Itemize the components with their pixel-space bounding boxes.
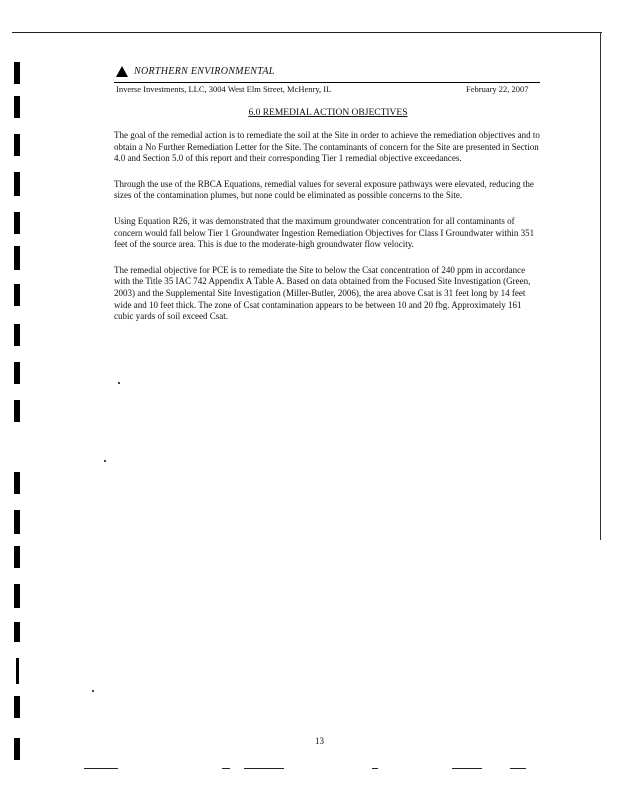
footer-mark: [510, 768, 526, 769]
binder-hole: [14, 172, 20, 196]
section-title: 6.0 REMEDIAL ACTION OBJECTIVES: [248, 108, 408, 118]
binder-hole: [14, 738, 20, 760]
footer-mark: [244, 768, 284, 769]
footer-mark: [372, 768, 378, 769]
binder-hole: [14, 400, 20, 422]
binder-hole-marks: [14, 56, 24, 776]
body-text: [114, 130, 542, 337]
binder-hole: [14, 696, 20, 718]
header-date: February 22, 2007: [466, 84, 529, 94]
page-edge-right: [600, 32, 601, 540]
company-logo: [116, 66, 275, 77]
triangle-icon: [116, 66, 128, 77]
binder-hole: [14, 324, 20, 346]
paragraph-equation-r26: Using Equation R26, it was demonstrated that the maximum groundwater concentration for all contaminants of concern would fall below Tier 1 Groundwater Ingestion Remediation Objectives for Class I Groundwater within 351 feet of the source area. This is due to the moderate-high groundwater flow velocity.: [114, 215, 535, 250]
footer-mark: [222, 768, 230, 769]
binder-hole: [14, 472, 20, 494]
binder-hole: [14, 510, 20, 534]
footer-mark: [84, 768, 118, 769]
binder-hole: [14, 62, 20, 84]
binder-hole: [14, 546, 20, 568]
scan-speck: [104, 460, 106, 462]
binder-hole: [14, 584, 20, 608]
paragraph-pce-objective: The remedial objective for PCE is to remediate the Site to below the Csat concentration of 240 ppm in accordance with the Title 35 IAC 742 Appendix A Table A. Based on data obtained from the Focused Site Investigation (Green, 2003) and the Supplemental Site Investigation (Miller-Butler, 2006), the area above Csat is 31 feet long by 14 feet wide and 10 feet thick. The zone of Csat contamination appears to be between 10 and 20 fbg. Approximately 161 cubic yards of soil exceed Csat.: [114, 264, 531, 322]
scan-speck: [118, 382, 120, 384]
binder-hole: [16, 658, 19, 684]
binder-hole: [14, 362, 20, 384]
paragraph-goal: The goal of the remedial action is to remediate the soil at the Site in order to achieve the remediation objectives and to obtain a No Further Remediation Letter for the Site. The contaminants of concern for the Site are presented in Section 4.0 and Section 5.0 of this report and their corresponding Tier 1 remedial objective exceedances.: [114, 130, 540, 164]
company-name: NORTHERN ENVIRONMENTAL: [134, 66, 275, 77]
binder-hole: [14, 246, 20, 270]
binder-hole: [14, 212, 20, 234]
page-number: 13: [315, 736, 324, 746]
paragraph-rbca: Through the use of the RBCA Equations, remedial values for several exposure pathways were elevated, reducing the sizes of the contamination plumes, but none could be eliminated as possible concerns to the Site.: [114, 178, 534, 201]
scan-speck: [92, 690, 94, 692]
page-edge-top: [12, 32, 602, 33]
binder-hole: [14, 284, 20, 306]
binder-hole: [14, 622, 20, 642]
header-project: Inverse Investments, LLC, 3004 West Elm Street, McHenry, IL: [116, 84, 332, 94]
binder-hole: [14, 96, 20, 118]
footer-mark: [452, 768, 482, 769]
binder-hole: [14, 134, 20, 156]
header-rule: [114, 82, 540, 83]
